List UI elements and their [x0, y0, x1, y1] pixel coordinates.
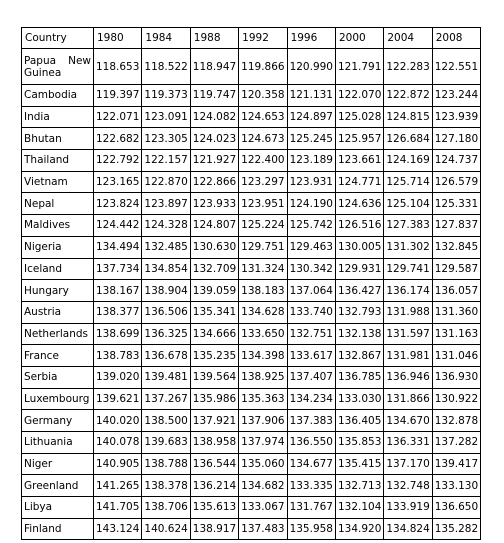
- value-cell: 136.331: [384, 432, 432, 454]
- table-row: [22, 258, 481, 280]
- value-cell: 137.064: [287, 280, 335, 302]
- value-cell: 138.917: [190, 518, 238, 540]
- value-cell: 137.267: [142, 388, 190, 410]
- value-cell: 127.180: [432, 128, 480, 150]
- value-cell: 138.706: [142, 497, 190, 519]
- value-cell: 123.824: [94, 193, 142, 215]
- value-cell: 138.925: [239, 366, 287, 388]
- country-cell: Luxembourg: [22, 388, 94, 410]
- value-cell: 137.921: [190, 410, 238, 432]
- value-cell: 135.060: [239, 453, 287, 475]
- value-cell: 119.747: [190, 85, 238, 107]
- value-cell: 133.067: [239, 497, 287, 519]
- value-cell: 137.170: [384, 453, 432, 475]
- value-cell: 136.214: [190, 475, 238, 497]
- value-cell: 124.653: [239, 106, 287, 128]
- value-cell: 136.174: [384, 280, 432, 302]
- value-cell: 122.551: [432, 49, 480, 85]
- country-cell: Germany: [22, 410, 94, 432]
- value-cell: 134.677: [287, 453, 335, 475]
- value-cell: 133.650: [239, 323, 287, 345]
- value-cell: 131.981: [384, 345, 432, 367]
- value-cell: 136.325: [142, 323, 190, 345]
- value-cell: 138.904: [142, 280, 190, 302]
- table-row: [22, 85, 481, 107]
- value-cell: 136.930: [432, 366, 480, 388]
- value-cell: 134.234: [287, 388, 335, 410]
- table-row: [22, 345, 481, 367]
- value-cell: 134.494: [94, 236, 142, 258]
- header-cell: 2000: [335, 28, 383, 49]
- value-cell: 136.550: [287, 432, 335, 454]
- value-cell: 122.400: [239, 150, 287, 172]
- value-cell: 129.741: [384, 258, 432, 280]
- table-row: [22, 366, 481, 388]
- data-table: [21, 27, 481, 540]
- value-cell: 136.506: [142, 301, 190, 323]
- value-cell: 123.305: [142, 128, 190, 150]
- country-cell: Maldives: [22, 215, 94, 237]
- country-cell: Serbia: [22, 366, 94, 388]
- value-cell: 135.363: [239, 388, 287, 410]
- value-cell: 121.131: [287, 85, 335, 107]
- header-cell: 2004: [384, 28, 432, 49]
- value-cell: 132.878: [432, 410, 480, 432]
- value-cell: 123.939: [432, 106, 480, 128]
- value-cell: 139.417: [432, 453, 480, 475]
- value-cell: 139.683: [142, 432, 190, 454]
- value-cell: 126.516: [335, 215, 383, 237]
- value-cell: 132.867: [335, 345, 383, 367]
- value-cell: 136.678: [142, 345, 190, 367]
- value-cell: 135.853: [335, 432, 383, 454]
- value-cell: 133.130: [432, 475, 480, 497]
- value-cell: 124.190: [287, 193, 335, 215]
- value-cell: 130.005: [335, 236, 383, 258]
- value-cell: 138.783: [94, 345, 142, 367]
- header-cell: 1984: [142, 28, 190, 49]
- value-cell: 139.020: [94, 366, 142, 388]
- value-cell: 131.046: [432, 345, 480, 367]
- value-cell: 130.922: [432, 388, 480, 410]
- value-cell: 132.748: [384, 475, 432, 497]
- value-cell: 132.138: [335, 323, 383, 345]
- table-body: [22, 28, 481, 540]
- value-cell: 119.866: [239, 49, 287, 85]
- header-cell: 1988: [190, 28, 238, 49]
- data-table-container: [21, 27, 481, 540]
- value-cell: 132.709: [190, 258, 238, 280]
- value-cell: 123.951: [239, 193, 287, 215]
- country-cell: Hungary: [22, 280, 94, 302]
- value-cell: 124.737: [432, 150, 480, 172]
- value-cell: 131.866: [384, 388, 432, 410]
- table-row: [22, 106, 481, 128]
- value-cell: 134.854: [142, 258, 190, 280]
- value-cell: 140.905: [94, 453, 142, 475]
- value-cell: 138.378: [142, 475, 190, 497]
- value-cell: 124.897: [287, 106, 335, 128]
- value-cell: 120.990: [287, 49, 335, 85]
- value-cell: 136.057: [432, 280, 480, 302]
- value-cell: 138.500: [142, 410, 190, 432]
- value-cell: 123.933: [190, 193, 238, 215]
- value-cell: 140.624: [142, 518, 190, 540]
- value-cell: 131.767: [287, 497, 335, 519]
- value-cell: 141.265: [94, 475, 142, 497]
- value-cell: 122.070: [335, 85, 383, 107]
- value-cell: 124.023: [190, 128, 238, 150]
- header-cell: Country: [22, 28, 94, 49]
- value-cell: 123.165: [94, 171, 142, 193]
- value-cell: 125.742: [287, 215, 335, 237]
- table-row: [22, 236, 481, 258]
- country-cell: Libya: [22, 497, 94, 519]
- value-cell: 124.328: [142, 215, 190, 237]
- value-cell: 132.845: [432, 236, 480, 258]
- country-cell: Bhutan: [22, 128, 94, 150]
- value-cell: 135.282: [432, 518, 480, 540]
- value-cell: 118.653: [94, 49, 142, 85]
- value-cell: 130.630: [190, 236, 238, 258]
- value-cell: 134.670: [384, 410, 432, 432]
- country-cell: Austria: [22, 301, 94, 323]
- value-cell: 133.740: [287, 301, 335, 323]
- value-cell: 122.283: [384, 49, 432, 85]
- value-cell: 124.442: [94, 215, 142, 237]
- value-cell: 132.485: [142, 236, 190, 258]
- value-cell: 118.947: [190, 49, 238, 85]
- value-cell: 143.124: [94, 518, 142, 540]
- value-cell: 126.684: [384, 128, 432, 150]
- table-row: [22, 432, 481, 454]
- value-cell: 119.373: [142, 85, 190, 107]
- value-cell: 122.866: [190, 171, 238, 193]
- value-cell: 131.988: [384, 301, 432, 323]
- value-cell: 125.028: [335, 106, 383, 128]
- value-cell: 129.931: [335, 258, 383, 280]
- country-cell: Papua New Guinea: [22, 49, 94, 85]
- value-cell: 131.302: [384, 236, 432, 258]
- value-cell: 124.169: [384, 150, 432, 172]
- header-cell: 1980: [94, 28, 142, 49]
- value-cell: 135.341: [190, 301, 238, 323]
- table-header-row: [22, 28, 481, 49]
- value-cell: 135.958: [287, 518, 335, 540]
- value-cell: 120.358: [239, 85, 287, 107]
- value-cell: 138.699: [94, 323, 142, 345]
- value-cell: 123.189: [287, 150, 335, 172]
- value-cell: 131.163: [432, 323, 480, 345]
- table-row: [22, 410, 481, 432]
- value-cell: 137.383: [287, 410, 335, 432]
- value-cell: 133.919: [384, 497, 432, 519]
- value-cell: 125.957: [335, 128, 383, 150]
- value-cell: 125.104: [384, 193, 432, 215]
- value-cell: 124.815: [384, 106, 432, 128]
- value-cell: 136.427: [335, 280, 383, 302]
- value-cell: 132.104: [335, 497, 383, 519]
- value-cell: 122.870: [142, 171, 190, 193]
- value-cell: 138.183: [239, 280, 287, 302]
- value-cell: 140.078: [94, 432, 142, 454]
- header-cell: 2008: [432, 28, 480, 49]
- value-cell: 137.407: [287, 366, 335, 388]
- value-cell: 125.245: [287, 128, 335, 150]
- table-row: [22, 475, 481, 497]
- value-cell: 132.751: [287, 323, 335, 345]
- value-cell: 130.342: [287, 258, 335, 280]
- country-cell: Greenland: [22, 475, 94, 497]
- value-cell: 123.297: [239, 171, 287, 193]
- value-cell: 136.946: [384, 366, 432, 388]
- table-row: [22, 128, 481, 150]
- country-cell: Cambodia: [22, 85, 94, 107]
- value-cell: 124.673: [239, 128, 287, 150]
- value-cell: 122.872: [384, 85, 432, 107]
- table-row: [22, 518, 481, 540]
- value-cell: 138.958: [190, 432, 238, 454]
- table-row: [22, 323, 481, 345]
- value-cell: 141.705: [94, 497, 142, 519]
- value-cell: 134.682: [239, 475, 287, 497]
- value-cell: 123.897: [142, 193, 190, 215]
- table-row: [22, 497, 481, 519]
- value-cell: 134.628: [239, 301, 287, 323]
- value-cell: 121.791: [335, 49, 383, 85]
- table-row: [22, 301, 481, 323]
- value-cell: 137.483: [239, 518, 287, 540]
- value-cell: 133.617: [287, 345, 335, 367]
- country-cell: Nigeria: [22, 236, 94, 258]
- value-cell: 122.792: [94, 150, 142, 172]
- value-cell: 131.360: [432, 301, 480, 323]
- value-cell: 136.785: [335, 366, 383, 388]
- value-cell: 125.714: [384, 171, 432, 193]
- country-cell: Finland: [22, 518, 94, 540]
- value-cell: 134.920: [335, 518, 383, 540]
- country-cell: Niger: [22, 453, 94, 475]
- value-cell: 125.331: [432, 193, 480, 215]
- country-cell: Thailand: [22, 150, 94, 172]
- table-row: [22, 171, 481, 193]
- value-cell: 139.481: [142, 366, 190, 388]
- value-cell: 123.244: [432, 85, 480, 107]
- value-cell: 139.621: [94, 388, 142, 410]
- value-cell: 124.082: [190, 106, 238, 128]
- header-cell: 1992: [239, 28, 287, 49]
- value-cell: 131.324: [239, 258, 287, 280]
- value-cell: 129.751: [239, 236, 287, 258]
- value-cell: 136.650: [432, 497, 480, 519]
- value-cell: 136.544: [190, 453, 238, 475]
- table-row: [22, 193, 481, 215]
- table-row: [22, 388, 481, 410]
- value-cell: 125.224: [239, 215, 287, 237]
- value-cell: 137.974: [239, 432, 287, 454]
- table-row: [22, 453, 481, 475]
- value-cell: 131.597: [384, 323, 432, 345]
- value-cell: 123.091: [142, 106, 190, 128]
- table-row: [22, 150, 481, 172]
- value-cell: 134.398: [239, 345, 287, 367]
- value-cell: 127.837: [432, 215, 480, 237]
- value-cell: 122.682: [94, 128, 142, 150]
- value-cell: 123.931: [287, 171, 335, 193]
- value-cell: 124.807: [190, 215, 238, 237]
- country-cell: India: [22, 106, 94, 128]
- value-cell: 133.030: [335, 388, 383, 410]
- value-cell: 137.906: [239, 410, 287, 432]
- table-row: [22, 280, 481, 302]
- value-cell: 138.377: [94, 301, 142, 323]
- value-cell: 135.235: [190, 345, 238, 367]
- country-cell: Iceland: [22, 258, 94, 280]
- value-cell: 127.383: [384, 215, 432, 237]
- value-cell: 136.405: [335, 410, 383, 432]
- value-cell: 135.986: [190, 388, 238, 410]
- value-cell: 139.564: [190, 366, 238, 388]
- value-cell: 137.282: [432, 432, 480, 454]
- value-cell: 139.059: [190, 280, 238, 302]
- country-cell: Nepal: [22, 193, 94, 215]
- value-cell: 126.579: [432, 171, 480, 193]
- value-cell: 122.157: [142, 150, 190, 172]
- value-cell: 123.661: [335, 150, 383, 172]
- value-cell: 137.734: [94, 258, 142, 280]
- value-cell: 138.788: [142, 453, 190, 475]
- value-cell: 132.713: [335, 475, 383, 497]
- value-cell: 124.636: [335, 193, 383, 215]
- value-cell: 119.397: [94, 85, 142, 107]
- country-cell: Netherlands: [22, 323, 94, 345]
- table-row: [22, 49, 481, 85]
- value-cell: 135.415: [335, 453, 383, 475]
- value-cell: 118.522: [142, 49, 190, 85]
- value-cell: 138.167: [94, 280, 142, 302]
- country-cell: Vietnam: [22, 171, 94, 193]
- value-cell: 134.824: [384, 518, 432, 540]
- value-cell: 121.927: [190, 150, 238, 172]
- table-row: [22, 215, 481, 237]
- value-cell: 132.793: [335, 301, 383, 323]
- value-cell: 134.666: [190, 323, 238, 345]
- header-cell: 1996: [287, 28, 335, 49]
- country-cell: France: [22, 345, 94, 367]
- value-cell: 129.463: [287, 236, 335, 258]
- value-cell: 122.071: [94, 106, 142, 128]
- country-cell: Lithuania: [22, 432, 94, 454]
- value-cell: 133.335: [287, 475, 335, 497]
- value-cell: 124.771: [335, 171, 383, 193]
- value-cell: 135.613: [190, 497, 238, 519]
- value-cell: 140.020: [94, 410, 142, 432]
- value-cell: 129.587: [432, 258, 480, 280]
